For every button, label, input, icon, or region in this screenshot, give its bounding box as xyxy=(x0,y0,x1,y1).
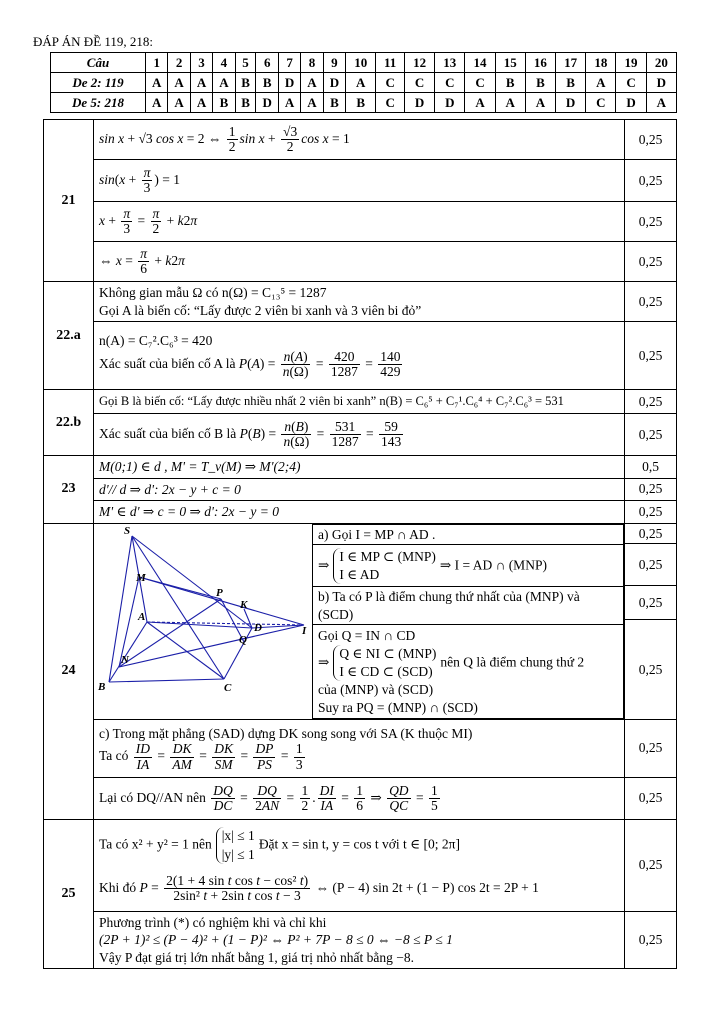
points: 0,25 xyxy=(625,160,677,202)
solution-text: b) Ta có P là điểm chung thứ nhất của (MNP) và (SCD) xyxy=(313,587,624,625)
figure-label: N xyxy=(121,653,129,666)
solution-text: c) Trong mặt phẳng (SAD) dựng DK song song với SA (K thuộc MI) xyxy=(99,725,473,741)
system-line: I ∈ AD xyxy=(339,566,380,582)
answer-number: 18 xyxy=(586,53,616,73)
answer-cell: A xyxy=(168,73,190,93)
system-line: Q ∈ NI ⊂ (MNP) xyxy=(339,645,437,661)
points: 0,25 xyxy=(625,524,676,544)
answer-cell: B xyxy=(525,73,555,93)
answer-cell: D xyxy=(556,93,586,113)
answer-cell: A xyxy=(190,73,212,93)
figure-label: D xyxy=(254,621,262,634)
figure-label: A xyxy=(138,610,146,623)
solution-text: a) Gọi I = MP ∩ AD . xyxy=(313,524,624,545)
answer-row-label: De 5: 218 xyxy=(51,93,146,113)
points: 0,25 xyxy=(625,719,677,777)
question-number: 22.a xyxy=(44,282,94,390)
solution-text: M(0;1) ∈ d , M' = T_v(M) ⇒ M'(2;4) xyxy=(94,456,625,479)
answer-cell: C xyxy=(376,93,405,113)
points: 0,25 xyxy=(625,586,676,620)
points: 0,25 xyxy=(625,390,677,414)
solution-text: Đặt x = sin t, y = cos t với t ∈ [0; 2π] xyxy=(258,836,460,852)
solution-text: Ta có xyxy=(99,748,129,764)
solution-row xyxy=(44,282,677,322)
answer-cell: D xyxy=(405,93,435,113)
answer-number: 16 xyxy=(525,53,555,73)
answer-cell: C xyxy=(465,73,495,93)
solution-step xyxy=(94,911,625,969)
solution-row xyxy=(44,456,677,479)
solution-text: Ta có x² + y² = 1 nên xyxy=(99,836,212,852)
solution-row xyxy=(44,523,677,719)
answer-cell: C xyxy=(435,73,465,93)
answer-cell: B xyxy=(235,73,256,93)
solution-row xyxy=(44,242,677,282)
answer-cell: D xyxy=(256,93,278,113)
solution-row xyxy=(44,390,677,414)
answer-number: 3 xyxy=(190,53,212,73)
answer-number: 4 xyxy=(213,53,235,73)
answer-header-label: Câu xyxy=(51,53,146,73)
points-column xyxy=(625,523,677,719)
system-line: I ∈ MP ⊂ (MNP) xyxy=(339,548,436,564)
solution-step xyxy=(94,282,625,322)
answer-cell: A xyxy=(168,93,190,113)
answer-number: 19 xyxy=(616,53,646,73)
answer-cell: B xyxy=(323,93,345,113)
answer-cell: D xyxy=(435,93,465,113)
points: 0,25 xyxy=(625,120,677,160)
solution-row xyxy=(44,819,677,911)
answer-number: 15 xyxy=(495,53,525,73)
answer-cell: D xyxy=(278,73,300,93)
answer-header-row xyxy=(51,53,677,73)
answer-number: 14 xyxy=(465,53,495,73)
figure-label: K xyxy=(240,598,248,611)
figure-label: M xyxy=(136,571,146,584)
solution-row xyxy=(44,478,677,501)
answer-row-label: De 2: 119 xyxy=(51,73,146,93)
answer-cell: A xyxy=(586,73,616,93)
answer-table xyxy=(50,52,677,113)
answer-cell: A xyxy=(301,93,323,113)
solution-formula: Xác suất của biến cố A là P(A) = $\frac{n(A)}{n(\Omega)}$ = $\frac{420}{1287}$ = $\frac{140}{429}$ xyxy=(99,348,401,379)
solution-step: Ta có x² + y² = 1 nên|x| ≤ 1 |y| ≤ 1Đặt x = sin t, y = cos t với t ∈ [0; 2π] Khi đó P = $\frac{\text{2(1 + 4 sin t cos t − cos² t)}}{\text{2sin² t + 2sin t cos t − 3}}$ ⇔ (P − 4) sin 2t + (1 − P) cos 2t = 2P + 1 xyxy=(94,819,625,911)
points: 0,25 xyxy=(638,661,663,677)
solution-row xyxy=(44,911,677,969)
answer-number: 9 xyxy=(323,53,345,73)
answer-number: 2 xyxy=(168,53,190,73)
solution-step: x + $\frac{\pi}{3}$ = $\frac{\pi}{2}$ + k2π xyxy=(94,202,625,242)
points: 0,25 xyxy=(625,322,677,390)
solution-step: ⇒I ∈ MP ⊂ (MNP) I ∈ AD⇒ I = AD ∩ (MNP) xyxy=(313,545,624,587)
solution-step: ⇔ x = $\frac{\pi}{6}$ + k2π xyxy=(94,242,625,282)
solution-row xyxy=(44,501,677,524)
points: 0,25 xyxy=(625,478,677,501)
answer-number: 20 xyxy=(646,53,676,73)
answer-cell: A xyxy=(146,73,168,93)
solution-text: ⇒ I = AD ∩ (MNP) xyxy=(439,556,547,572)
points: 0,25 xyxy=(625,414,677,456)
answer-cell: D xyxy=(616,93,646,113)
system-line: |x| ≤ 1 xyxy=(221,828,255,844)
system-line: |y| ≤ 1 xyxy=(221,846,255,862)
solution-step: Xác suất của biến cố B là P(B) = $\frac{n(B)}{n(\Omega)}$ = $\frac{531}{1287}$ = $\frac{59}{143}$ xyxy=(94,414,625,456)
answer-number: 17 xyxy=(556,53,586,73)
answer-cell: B xyxy=(235,93,256,113)
solution-text: d'// d ⇒ d': 2x − y + c = 0 xyxy=(94,478,625,501)
points: 0,25 xyxy=(625,911,677,969)
solution-text: nên Q là điểm chung thứ 2 xyxy=(440,653,585,669)
points: 0,25 xyxy=(625,819,677,911)
solution-step: Gọi Q = IN ∩ CD ⇒Q ∈ NI ⊂ (MNP) I ∈ CD ⊂ (SCD)nên Q là điểm chung thứ 2 của (MNP) và (SCD) Suy ra PQ = (MNP) ∩ (SCD) xyxy=(313,625,624,718)
figure-label: B xyxy=(98,680,106,693)
answer-cell: A xyxy=(190,93,212,113)
solution-text: ⇔ (P − 4) sin 2t + (1 − P) cos 2t = 2P + 1 xyxy=(315,879,539,895)
answer-number: 6 xyxy=(256,53,278,73)
points: 0,25 xyxy=(625,777,677,819)
answer-number: 13 xyxy=(435,53,465,73)
points-list xyxy=(625,524,676,719)
answer-cell: C xyxy=(616,73,646,93)
question-number: 21 xyxy=(44,120,94,282)
answer-number: 7 xyxy=(278,53,300,73)
answer-cell: C xyxy=(405,73,435,93)
solution-row xyxy=(44,777,677,819)
points: 0,25 xyxy=(625,202,677,242)
answer-cell: A xyxy=(525,93,555,113)
answer-number: 1 xyxy=(146,53,168,73)
answer-cell: B xyxy=(556,73,586,93)
question-24-top xyxy=(94,523,625,719)
answer-cell: A xyxy=(213,73,235,93)
answer-number: 12 xyxy=(405,53,435,73)
answer-number: 10 xyxy=(346,53,376,73)
solution-row xyxy=(44,160,677,202)
solution-step: c) Trong mặt phẳng (SAD) dựng DK song song với SA (K thuộc MI) Ta có $\frac{ID}{IA}$ = $\frac{DK}{AM}$ = $\frac{DK}{SM}$ = $\frac{DP}{PS}$ = $\frac{1}{3}$ xyxy=(94,719,625,777)
question-number: 24 xyxy=(44,523,94,819)
question-24-steps xyxy=(312,524,624,719)
solution-row xyxy=(44,120,677,160)
solution-text: Vậy P đạt giá trị lớn nhất bằng 1, giá trị nhỏ nhất bằng −8. xyxy=(99,949,414,965)
figure-label: Q xyxy=(239,633,247,646)
answer-cell: D xyxy=(323,73,345,93)
question-number: 25 xyxy=(44,819,94,969)
solution-text: Phương trình (*) có nghiệm khi và chỉ khi xyxy=(99,914,327,930)
points: 0,25 xyxy=(625,544,676,586)
answer-number: 11 xyxy=(376,53,405,73)
system-line: I ∈ CD ⊂ (SCD) xyxy=(339,663,433,679)
solution-row xyxy=(44,719,677,777)
solution-row xyxy=(44,202,677,242)
page-title: ĐÁP ÁN ĐỀ 119, 218: xyxy=(33,34,154,49)
solution-text: M' ∈ d' ⇒ c = 0 ⇒ d': 2x − y = 0 xyxy=(94,501,625,524)
solution-step: sin x + √3 cos x = 2 ⇔ $\frac{1}{2}$ sin x + $\frac{√3}{2}$ cos x = 1 xyxy=(94,120,625,160)
answer-cell: A xyxy=(146,93,168,113)
solution-text: Xác suất của biến cố B là xyxy=(99,425,237,441)
solution-text: của (MNP) và (SCD) xyxy=(318,682,434,697)
answer-cell: D xyxy=(646,73,676,93)
question-number: 23 xyxy=(44,456,94,524)
answer-row xyxy=(51,73,677,93)
solution-table xyxy=(43,119,677,969)
solution-step: sin(x + $\frac{\pi}{3}$ ) = 1 xyxy=(94,160,625,202)
solution-text: Xác suất của biến cố A là xyxy=(99,355,236,371)
solution-text: Lại có DQ//AN nên xyxy=(99,789,206,805)
solution-step: Lại có DQ//AN nên $\frac{DQ}{DC}$ = $\frac{DQ}{2AN}$ = $\frac{1}{2}$ . $\frac{DI}{IA}$ = $\frac{1}{6}$ ⇒ $\frac{QD}{QC}$ = $\frac{1}{5}$ xyxy=(94,777,625,819)
answer-cell: A xyxy=(646,93,676,113)
points: 0,25 xyxy=(625,242,677,282)
points: 0,25 xyxy=(625,501,677,524)
solution-text: Suy ra PQ = (MNP) ∩ (SCD) xyxy=(318,699,478,715)
solution-text: Gọi B là biến cố: “Lấy được nhiều nhất 2 viên bi xanh” n(B) = C₆⁵ + C₇¹.C₆⁴ + C₇².C₆³ = 531 xyxy=(94,390,625,414)
question-number: 22.b xyxy=(44,390,94,456)
solution-text: Gọi A là biến cố: “Lấy được 2 viên bi xanh và 3 viên bi đỏ” xyxy=(99,302,422,318)
answer-row xyxy=(51,93,677,113)
answer-cell: A xyxy=(278,93,300,113)
answer-cell: B xyxy=(213,93,235,113)
answer-cell: B xyxy=(346,93,376,113)
answer-cell: B xyxy=(256,73,278,93)
figure-label: C xyxy=(224,681,232,694)
answer-number: 8 xyxy=(301,53,323,73)
solution-text: (2P + 1)² ≤ (P − 4)² + (1 − P)² ⇔ P² + 7P − 8 ≤ 0 ⇔ −8 ≤ P ≤ 1 xyxy=(99,932,453,948)
answer-cell: A xyxy=(301,73,323,93)
answer-cell: A xyxy=(465,93,495,113)
solution-text: Gọi Q = IN ∩ CD xyxy=(318,628,416,644)
solution-text: Khi đó xyxy=(99,879,137,895)
pyramid-figure xyxy=(94,524,312,719)
answer-cell: C xyxy=(376,73,405,93)
solution-text: Không gian mẫu Ω có n(Ω) = C₁₃⁵ = 1287 xyxy=(99,285,327,300)
answer-cell: A xyxy=(346,73,376,93)
solution-text: n(A) = C₇².C₆³ = 420 xyxy=(99,333,213,349)
solution-row xyxy=(44,414,677,456)
answer-cell: A xyxy=(495,93,525,113)
points: 0,25 xyxy=(625,282,677,322)
solution-step xyxy=(94,322,625,390)
answer-cell: B xyxy=(495,73,525,93)
points: 0,5 xyxy=(625,456,677,479)
figure-label: S xyxy=(124,524,131,537)
answer-number: 5 xyxy=(235,53,256,73)
answer-cell: C xyxy=(586,93,616,113)
figure-label: P xyxy=(216,586,223,599)
figure-label: I xyxy=(302,624,307,637)
geometry-figure xyxy=(94,524,312,719)
solution-row xyxy=(44,322,677,390)
